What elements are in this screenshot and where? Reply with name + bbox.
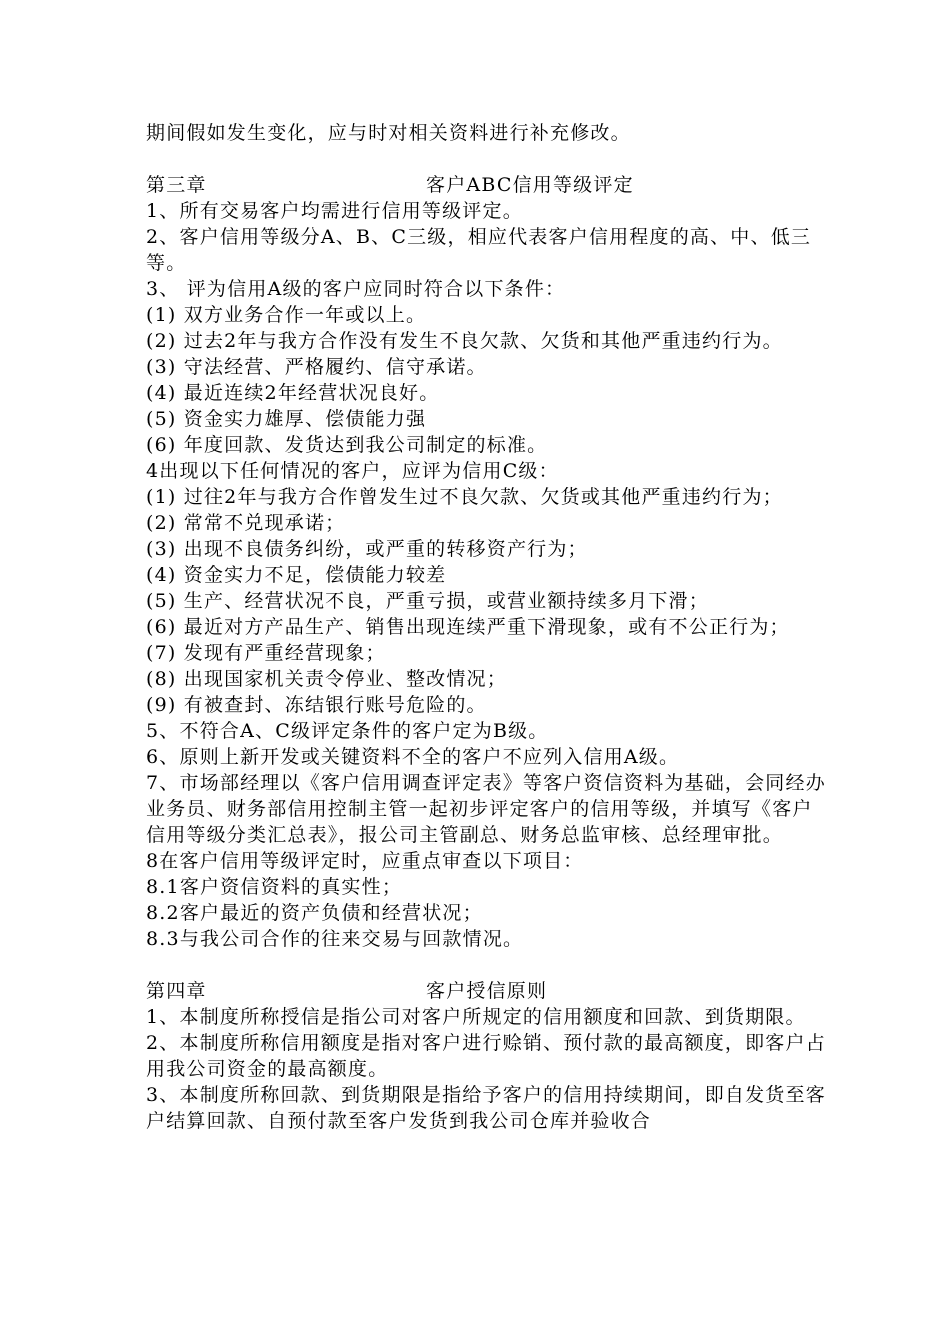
spacer	[146, 952, 826, 978]
chapter-3-line: 4出现以下任何情况的客户，应评为信用C级：	[146, 460, 559, 482]
spacer	[146, 146, 826, 172]
document-body	[146, 120, 826, 1134]
chapter-3-line: (6) 年度回款、发货达到我公司制定的标准。	[146, 434, 548, 456]
chapter-3-line: 1、所有交易客户均需进行信用等级评定。	[146, 200, 523, 222]
chapter-3-line: 6、原则上新开发或关键资料不全的客户不应列入信用A级。	[146, 746, 680, 768]
chapter-3-line: 3、 评为信用A级的客户应同时符合以下条件：	[146, 278, 566, 300]
chapter-3-line: (7) 发现有严重经营现象；	[146, 642, 386, 664]
chapter-4-line: 3、本制度所称回款、到货期限是指给予客户的信用持续期间，即自发货至客户结算回款、自预付款至客户发货到我公司仓库并验收合	[146, 1084, 826, 1132]
chapter-3-line: (4) 最近连续2年经营状况良好。	[146, 382, 440, 404]
chapter-3-number: 第三章	[146, 174, 207, 196]
chapter-3-line: 8.2客户最近的资产负债和经营状况；	[146, 902, 483, 924]
chapter-4-line: 2、本制度所称信用额度是指对客户进行赊销、预付款的最高额度，即客户占用我公司资金的最高额度。	[146, 1032, 826, 1080]
intro-paragraph: 期间假如发生变化，应与时对相关资料进行补充修改。	[146, 122, 631, 144]
chapter-3-line: (1) 过往2年与我方合作曾发生过不良欠款、欠货或其他严重违约行为；	[146, 486, 783, 508]
chapter-3-line: (6) 最近对方产品生产、销售出现连续严重下滑现象，或有不公正行为；	[146, 616, 790, 638]
chapter-3-line: (5) 资金实力雄厚、偿债能力强	[146, 408, 427, 430]
chapter-3-line: (3) 出现不良债务纠纷，或严重的转移资产行为；	[146, 538, 588, 560]
chapter-3-line: 2、客户信用等级分A、B、C三级，相应代表客户信用程度的高、中、低三等。	[146, 226, 812, 274]
chapter-3-line: (9) 有被查封、冻结银行账号危险的。	[146, 694, 487, 716]
chapter-3-line: (2) 常常不兑现承诺；	[146, 512, 346, 534]
chapter-3-line: (4) 资金实力不足，偿债能力较差	[146, 564, 447, 586]
chapter-4-title: 客户授信原则	[426, 980, 548, 1002]
chapter-3-line: (2) 过去2年与我方合作没有发生不良欠款、欠货和其他严重违约行为。	[146, 330, 783, 352]
chapter-3-line: 8.3与我公司合作的往来交易与回款情况。	[146, 928, 524, 950]
chapter-3-line: 5、不符合A、C级评定条件的客户定为B级。	[146, 720, 549, 742]
chapter-4-number: 第四章	[146, 980, 207, 1002]
chapter-3-line: 8.1客户资信资料的真实性；	[146, 876, 403, 898]
chapter-4-line: 1、本制度所称授信是指公司对客户所规定的信用额度和回款、到货期限。	[146, 1006, 806, 1028]
chapter-3-title: 客户ABC信用等级评定	[426, 174, 634, 196]
chapter-4-heading	[146, 978, 826, 1004]
chapter-3-line: 8在客户信用等级评定时，应重点审查以下项目：	[146, 850, 584, 872]
chapter-3-line: 7、市场部经理以《客户信用调查评定表》等客户资信资料为基础，会同经办业务员、财务部信用控制主管一起初步评定客户的信用等级，并填写《客户信用等级分类汇总表》，报公司主管副总、财务总监审核、总经理审批。	[146, 772, 826, 846]
chapter-3-heading	[146, 172, 826, 198]
chapter-3-line: (1) 双方业务合作一年或以上。	[146, 304, 427, 326]
chapter-3-line: (8) 出现国家机关责令停业、整改情况；	[146, 668, 507, 690]
chapter-3-line: (3) 守法经营、严格履约、信守承诺。	[146, 356, 487, 378]
chapter-3-line: (5) 生产、经营状况不良，严重亏损，或营业额持续多月下滑；	[146, 590, 709, 612]
